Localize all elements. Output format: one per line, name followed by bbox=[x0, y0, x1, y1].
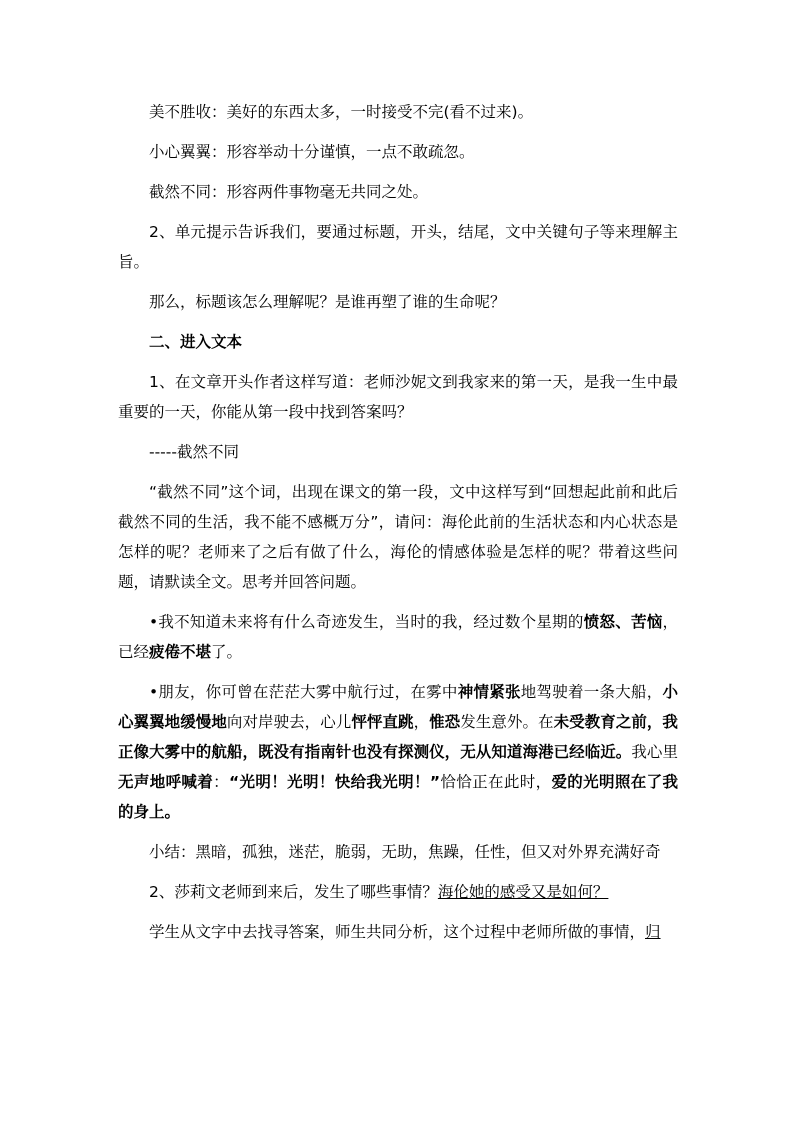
definition-xiaoxinyiyi: 小心翼翼：形容举动十分谨慎，一点不敢疏忽。 bbox=[149, 143, 475, 161]
quote-2-bold: 无声地呼喊着 bbox=[118, 773, 214, 791]
quote-2-text: 发生意外。在 bbox=[460, 713, 554, 731]
question-1: 1、在文章开头作者这样写道：老师沙妮文到我家来的第一天，是我一生中最重要的一天，你能从第一段中找到答案吗？ bbox=[118, 373, 678, 421]
unit-hint-paragraph: 2、单元提示告诉我们，要通过标题，开头，结尾，文中关键句子等来理解主旨。 bbox=[118, 223, 678, 271]
quote-2-bold: 惟恐 bbox=[429, 713, 461, 731]
quote-2-text: ， bbox=[413, 713, 430, 731]
quote-1 bbox=[118, 607, 678, 667]
quote-1-text: ，已经 bbox=[118, 613, 678, 661]
last-paragraph bbox=[118, 917, 678, 947]
quote-1-bold: 愤怒 bbox=[583, 613, 616, 631]
quote-2-text: 我心里 bbox=[631, 743, 678, 761]
title-question: 那么，标题该怎么理解呢？是谁再塑了谁的生命呢？ bbox=[149, 293, 506, 311]
quote-2-bold: 怦怦直跳 bbox=[351, 713, 414, 731]
definition-meibushengshou: 美不胜收：美好的东西太多，一时接受不完(看不过来)。 bbox=[149, 103, 534, 121]
section-heading: 二、进入文本 bbox=[149, 333, 243, 351]
quote-1-text: 了。 bbox=[211, 643, 243, 661]
definition-jieranbutong: 截然不同：形容两件事物毫无共同之处。 bbox=[149, 183, 429, 201]
quote-2-bold: 未受教育之前，我正像大雾中的航船，既没有指南针也没有探测仪，无从知道海港已经临近。 bbox=[118, 713, 678, 761]
quote-2-bold: “光明！光明！快给我光明！” bbox=[229, 773, 441, 791]
quote-2-text: •朋友，你可曾在茫茫大雾中航行过，在雾中 bbox=[149, 683, 458, 701]
analysis-paragraph: “截然不同”这个词，出现在课文的第一段，文中这样写到“回想起此前和此后截然不同的生活，我不能不感概万分”，请问：海伦此前的生活状态和内心状态是怎样的呢？老师来了之后有做了什么，海伦的情感体验是怎样的呢？带着这些问题，请默读全文。思考并回答问题。 bbox=[118, 483, 678, 591]
quote-2-bold: 爱的光明照在了我的身上。 bbox=[118, 773, 678, 821]
document-page bbox=[118, 97, 678, 957]
summary-paragraph: 小结：黑暗，孤独，迷茫，脆弱，无助，焦躁，任性，但又对外界充满好奇 bbox=[149, 843, 661, 861]
question-2-text: 2、莎莉文老师到来后，发生了哪些事情？ bbox=[149, 883, 438, 901]
quote-2-bold: 小心翼翼 bbox=[118, 683, 678, 731]
question-2 bbox=[118, 877, 678, 907]
quote-1-text: •我不知道未来将有什么奇迹发生，当时的我，经过数个星期的 bbox=[149, 613, 584, 631]
quote-2-text: ： bbox=[213, 773, 230, 791]
quote-2-text: 向对岸驶去，心儿 bbox=[226, 713, 352, 731]
quote-2 bbox=[118, 677, 678, 827]
quote-2-bold: 地 bbox=[164, 713, 181, 731]
quote-2-bold: 缓慢地 bbox=[180, 713, 227, 731]
quote-2-bold: 神情紧张 bbox=[457, 683, 521, 701]
quote-1-bold: 苦恼 bbox=[630, 613, 663, 631]
answer-1: -----截然不同 bbox=[149, 443, 239, 461]
quote-1-bold: 、 bbox=[615, 613, 631, 631]
quote-2-text: 地驾驶着一条大船， bbox=[520, 683, 663, 701]
last-paragraph-underlined: 归 bbox=[645, 923, 661, 941]
question-2-underlined: 海伦她的感受又是如何？ bbox=[437, 883, 609, 901]
quote-1-bold: 疲倦不堪 bbox=[149, 643, 212, 661]
last-paragraph-text: 学生从文字中去找寻答案，师生共同分析，这个过程中老师所做的事情， bbox=[149, 923, 646, 941]
quote-2-text: 恰恰正在此时， bbox=[440, 773, 552, 791]
